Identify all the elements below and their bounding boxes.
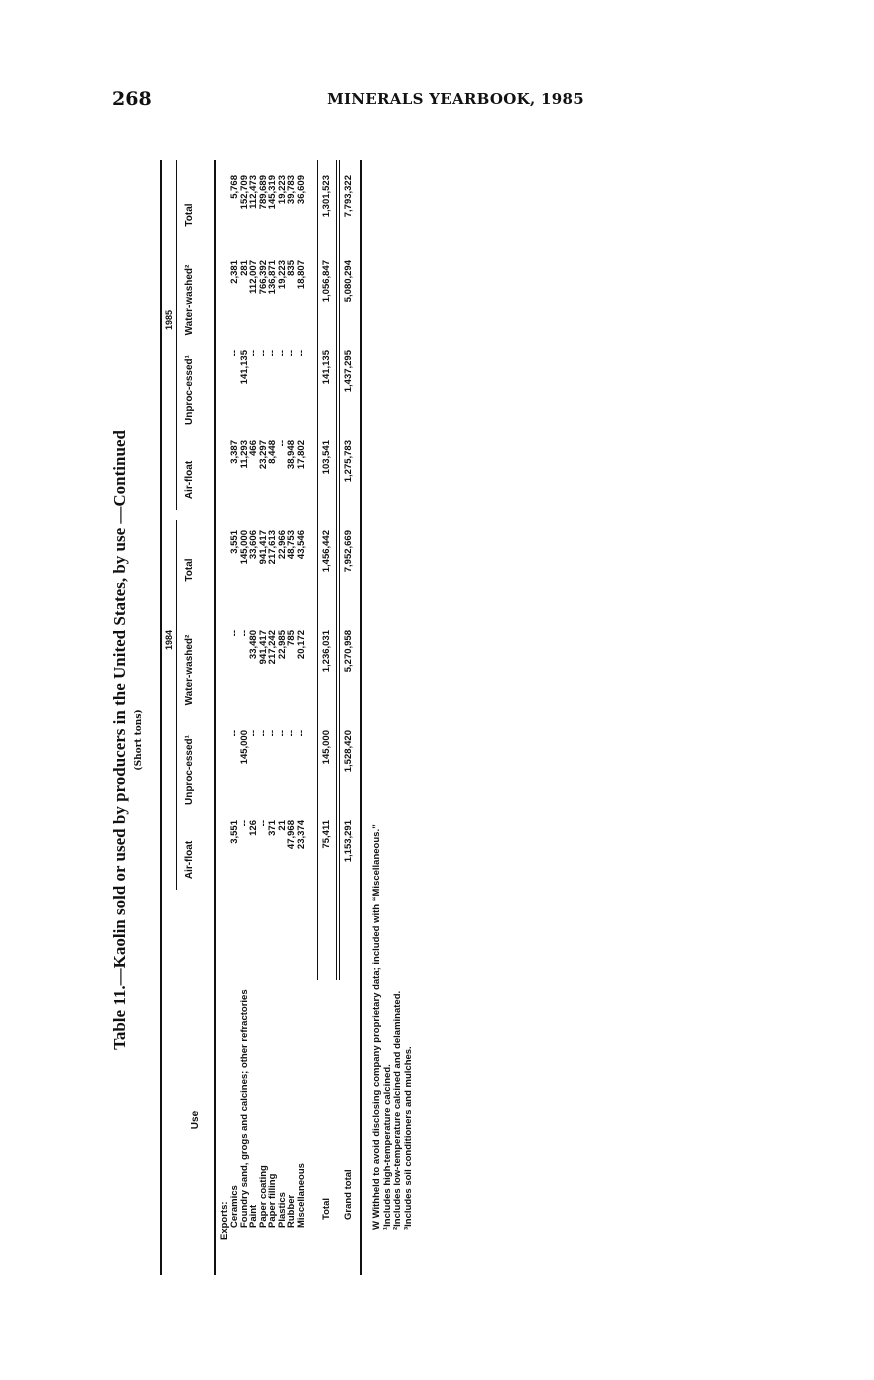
table-cell: 112,473 <box>248 175 259 209</box>
table-cell: 5,768 <box>229 175 240 199</box>
table-cell: 23,297 <box>257 440 269 470</box>
table-cell: 1,437,295 <box>343 350 354 393</box>
row-label: Total <box>321 1198 332 1220</box>
table-cell: 22,966 <box>276 530 288 560</box>
table-cell: -- <box>267 730 278 737</box>
table-cell: 33,480 <box>248 630 259 660</box>
table-cell: 941,417 <box>257 530 269 565</box>
group-rule-1985 <box>176 160 177 510</box>
table-cell: 145,000 <box>321 730 332 765</box>
table-cell: 22,985 <box>276 630 288 660</box>
table-cell: -- <box>295 730 307 737</box>
table-cell: 141,135 <box>238 350 250 385</box>
table-cell: 466 <box>248 440 259 456</box>
table-cell: -- <box>229 630 240 637</box>
row-label: Ceramics <box>229 1185 240 1228</box>
column-header: Water-washed² <box>184 634 195 706</box>
table-cell: -- <box>248 350 259 357</box>
row-label: Plastics <box>276 1192 288 1228</box>
table-cell: 281 <box>238 260 250 276</box>
row-label: Paint <box>248 1204 259 1228</box>
table-cell: 75,411 <box>321 820 332 849</box>
table-cell: 103,541 <box>321 440 332 475</box>
table-cell: 371 <box>267 820 278 836</box>
table-row <box>297 160 307 1320</box>
page-header <box>112 88 584 110</box>
table-cell: 126 <box>248 820 259 836</box>
year-1985-header: 1985 <box>164 309 174 331</box>
table-cell: 145,319 <box>267 175 278 210</box>
row-label: Miscellaneous <box>295 1163 307 1228</box>
table-cell: 1,301,523 <box>321 175 332 218</box>
column-header: Unproc-essed¹ <box>184 735 195 806</box>
table-cell: 3,551 <box>229 530 240 554</box>
column-header: Water-washed² <box>184 264 195 336</box>
row-label: Foundry sand, grogs and calcines; other refractories <box>238 989 250 1228</box>
use-header: Use <box>190 1110 201 1130</box>
rotated-table <box>110 160 430 1320</box>
table-cell: 1,456,442 <box>321 530 332 573</box>
table-cell: 789,689 <box>257 175 269 210</box>
table-cell: 766,392 <box>257 260 269 295</box>
table-cell: 136,871 <box>267 260 278 295</box>
table-row <box>322 160 332 1320</box>
table-cell: -- <box>295 350 307 357</box>
table-cell: 36,609 <box>295 175 307 205</box>
table-cell: -- <box>257 350 269 357</box>
footnotes <box>372 824 414 1230</box>
group-rule-1984 <box>176 520 177 890</box>
row-label: Paper coating <box>257 1165 269 1228</box>
table-cell: 39,783 <box>286 175 297 205</box>
column-header: Air-float <box>184 840 195 880</box>
bottom-rule <box>360 160 362 1275</box>
year-1984-header: 1984 <box>164 629 174 651</box>
table-cell: 2,381 <box>229 260 240 284</box>
table-row <box>344 160 354 1320</box>
table-cell: 152,709 <box>238 175 250 210</box>
table-cell: 1,528,420 <box>343 730 354 773</box>
table-cell: 7,952,669 <box>343 530 354 573</box>
table-cell: 3,387 <box>229 440 240 464</box>
table-row <box>287 160 297 1320</box>
column-header: Air-float <box>184 460 195 500</box>
table-cell: -- <box>286 730 297 737</box>
table-cell: -- <box>229 730 240 737</box>
column-header: Total <box>184 203 195 227</box>
column-header: Total <box>184 558 195 582</box>
top-rule <box>160 160 162 1275</box>
table-cell: -- <box>238 630 250 637</box>
table-cell: 18,807 <box>295 260 307 290</box>
table-cell: 48,753 <box>286 530 297 560</box>
column-header: Unproc-essed¹ <box>184 355 195 426</box>
table-row <box>259 160 269 1320</box>
page-number: 268 <box>112 88 152 110</box>
table-cell: 217,242 <box>267 630 278 665</box>
table-cell: 5,270,958 <box>343 630 354 673</box>
header-rule <box>214 160 216 1275</box>
table-row <box>268 160 278 1320</box>
table-cell: 33,606 <box>248 530 259 560</box>
table-cell: 20,172 <box>295 630 307 660</box>
table-cell: 835 <box>286 260 297 276</box>
table-cell: 1,275,783 <box>343 440 354 483</box>
table-cell: 19,223 <box>276 260 288 290</box>
table-cell: 7,793,322 <box>343 175 354 218</box>
grand-total-rule-2 <box>339 160 340 980</box>
table-cell: 112,007 <box>248 260 259 294</box>
total-rule <box>317 160 318 980</box>
table-cell: 785 <box>286 630 297 646</box>
table-cell: 19,223 <box>276 175 288 205</box>
table-cell: 145,000 <box>238 530 250 565</box>
table-cell: 8,448 <box>267 440 278 464</box>
footnote-3: ³Includes soil conditioners and mulches. <box>402 1046 414 1230</box>
footnote-2: ²Includes low-temperature calcined and delaminated. <box>392 990 403 1230</box>
table-cell: -- <box>257 730 269 737</box>
table-cell: -- <box>276 730 288 737</box>
table-units: (Short tons) <box>134 709 144 771</box>
table-cell: -- <box>276 440 288 447</box>
table-row <box>249 160 259 1320</box>
table-cell: 141,135 <box>321 350 332 385</box>
table-cell: 3,551 <box>229 820 240 844</box>
table-cell: 43,546 <box>295 530 307 560</box>
footnote-1: ¹Includes high-temperature calcined. <box>381 1064 393 1230</box>
table-cell: -- <box>257 820 269 827</box>
table-cell: -- <box>229 350 240 357</box>
table-cell: 21 <box>276 820 288 831</box>
table-cell: -- <box>248 730 259 737</box>
table-cell: 5,080,294 <box>343 260 354 303</box>
section-label: Exports: <box>219 1201 230 1240</box>
table-cell: 17,802 <box>295 440 307 470</box>
table-row <box>278 160 288 1320</box>
footnote-w: W Withheld to avoid disclosing company proprietary data; included with “Miscellaneous.” <box>371 824 382 1230</box>
running-head: MINERALS YEARBOOK, 1985 <box>327 90 584 108</box>
table-cell: 1,236,031 <box>321 630 332 673</box>
table-cell: 11,293 <box>238 440 250 469</box>
table-row <box>240 160 250 1320</box>
table-cell: 1,153,291 <box>343 820 354 863</box>
grand-total-rule-1 <box>336 160 337 980</box>
row-label: Paper filling <box>267 1173 278 1228</box>
table-cell: 217,613 <box>267 530 278 565</box>
row-label: Rubber <box>286 1194 297 1228</box>
table-cell: -- <box>276 350 288 357</box>
table-cell: 47,968 <box>286 820 297 850</box>
table-cell: 145,000 <box>238 730 250 765</box>
table-cell: -- <box>238 820 250 827</box>
row-label: Grand total <box>343 1169 354 1220</box>
table-cell: 1,056,847 <box>321 260 332 303</box>
table-cell: 941,417 <box>257 630 269 665</box>
table-cell: 23,374 <box>295 820 307 850</box>
table-cell: -- <box>286 350 297 357</box>
table-cell: 38,948 <box>286 440 297 470</box>
table-title: Table 11.—Kaolin sold or used by producers in the United States, by use —Continued <box>110 430 129 1050</box>
table-cell: -- <box>267 350 278 357</box>
